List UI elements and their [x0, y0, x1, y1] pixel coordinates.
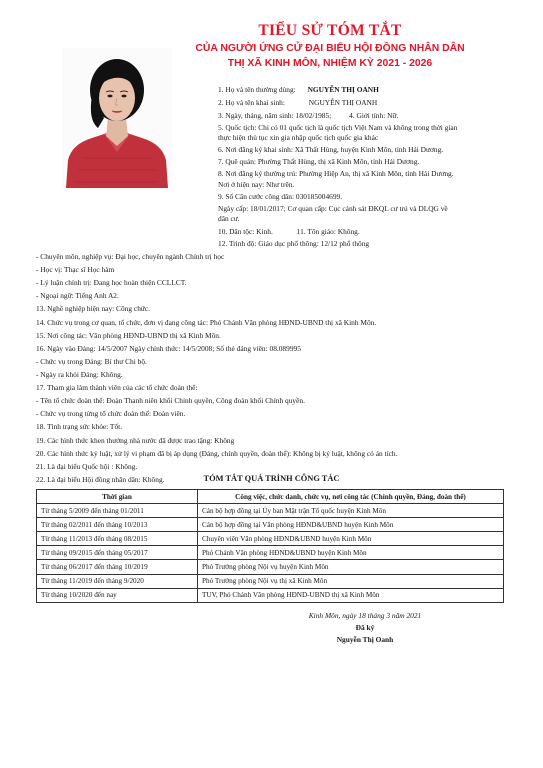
info-line-2	[218, 98, 377, 107]
table-row	[37, 532, 504, 546]
cell-time-period: Từ tháng 10/2020 đến nay	[37, 588, 198, 602]
cell-position: Phó Chánh Văn phòng HĐND&UBND huyện Kinh Môn	[198, 546, 504, 560]
detail-line: - Ngoại ngữ: Tiếng Anh A2.	[36, 291, 119, 300]
info-education: 12. Trình độ: Giáo dục phổ thông: 12/12 phổ thông	[218, 239, 370, 248]
work-history-table	[36, 489, 504, 603]
detail-line: 13. Nghề nghiệp hiện nay: Công chức.	[36, 304, 151, 313]
column-header-time: Thời gian	[37, 490, 198, 504]
info-label-common-name: 1. Họ và tên thường dùng:	[218, 85, 296, 94]
signature-date: Kinh Môn, ngày 18 tháng 3 năm 2021	[308, 611, 422, 620]
document-title: TIỂU SỬ TÓM TẮT	[258, 22, 402, 39]
work-history-title: TÓM TẮT QUÁ TRÌNH CÔNG TÁC	[203, 474, 340, 483]
info-religion: 11. Tôn giáo: Không.	[296, 227, 360, 236]
column-header-role: Công việc, chức danh, chức vụ, nơi công tác (Chính quyền, Đảng, đoàn thể)	[198, 490, 504, 504]
detail-line: 16. Ngày vào Đảng: 14/5/2007 Ngày chính thức: 14/5/2008; Số thẻ đảng viên: 08.089995	[36, 344, 301, 353]
photo-eye-left	[107, 95, 112, 98]
info-nationality: 5. Quốc tịch: Chỉ có 01 quốc tịch là quốc tịch Việt Nam và không trong thời gian	[218, 123, 458, 132]
table-row	[37, 588, 504, 602]
cell-time-period: Từ tháng 09/2015 đến tháng 05/2017	[37, 546, 198, 560]
info-birth-registration: 6. Nơi đăng ký khai sinh: Xã Thất Hùng, huyện Kinh Môn, tỉnh Hải Dương.	[218, 145, 444, 154]
info-residence: 8. Nơi đăng ký thường trú: Phường Hiệp An, thị xã Kinh Môn, tỉnh Hải Dương.	[218, 169, 454, 178]
work-history-body	[37, 504, 504, 603]
detail-line: - Chức vụ trong Đảng: Bí thư Chi bộ.	[36, 357, 147, 366]
detail-line: - Chuyên môn, nghiệp vụ: Đại học, chuyên ngành Chính trị học	[36, 252, 225, 261]
table-row	[37, 546, 504, 560]
signature-name: Nguyễn Thị Oanh	[336, 635, 394, 644]
info-id-issued: Ngày cấp: 18/01/2017; Cơ quan cấp: Cục cảnh sát ĐKQL cư trú và DLQG về	[218, 204, 448, 213]
info-ethnicity: 10. Dân tộc: Kinh.	[218, 227, 273, 236]
cell-position: Phó Trưởng phòng Nội vụ thị xã Kinh Môn	[198, 574, 504, 588]
info-id-number: 9. Số Căn cước công dân: 030185004699.	[218, 192, 343, 201]
table-row	[37, 560, 504, 574]
cell-position: TUV, Phó Chánh Văn phòng HĐND-UBND thị xã Kinh Môn	[198, 588, 504, 602]
detail-line: 22. Là đại biểu Hội đồng nhân dân: Không.	[36, 475, 165, 484]
info-id-issued-cont: dân cư.	[218, 214, 240, 223]
detail-line: 19. Các hình thức khen thưởng nhà nước đã được trao tặng: Không	[36, 436, 235, 445]
detail-line: 18. Tình trạng sức khỏe: Tốt.	[36, 422, 123, 431]
cell-time-period: Từ tháng 06/2017 đến tháng 10/2019	[37, 560, 198, 574]
cell-time-period: Từ tháng 11/2019 đến tháng 9/2020	[37, 574, 198, 588]
signature-status: Đã ký	[355, 623, 375, 632]
info-line-1	[218, 85, 379, 94]
info-line-10	[218, 227, 360, 236]
info-gender: 4. Giới tính: Nữ.	[349, 111, 399, 120]
table-row	[37, 574, 504, 588]
info-line-3	[218, 111, 398, 120]
info-value-birth-name: NGUYỄN THỊ OANH	[308, 98, 378, 107]
photo-eye-right	[121, 95, 126, 98]
cell-position: Cán bộ hợp đồng tại Ủy ban Mặt trận Tổ quốc huyện Kinh Môn	[198, 504, 504, 518]
info-label-birth-name: 2. Họ và tên khai sinh:	[218, 98, 285, 107]
info-current-address: Nơi ở hiện nay: Như trên.	[218, 180, 295, 189]
info-value-common-name: NGUYỄN THỊ OANH	[307, 85, 379, 94]
portrait-illustration	[62, 48, 172, 188]
detail-line: 20. Các hình thức kỷ luật, xử lý vi phạm đã bị áp dụng (Đảng, chính quyền, đoàn thể): Không bị kỷ luật, không có án tích.	[36, 449, 398, 458]
document-subtitle-line1: CỦA NGƯỜI ỨNG CỬ ĐẠI BIỂU HỘI ĐỒNG NHÂN DÂN	[195, 43, 465, 54]
detail-line: 14. Chức vụ trong cơ quan, tổ chức, đơn vị đang công tác: Phó Chánh Văn phòng HĐND-UBND thị xã Kinh Môn.	[36, 318, 377, 327]
cell-time-period: Từ tháng 11/2013 đến tháng 08/2015	[37, 532, 198, 546]
detail-line: - Lý luận chính trị: Đang học hoàn thiện CCLLCT.	[36, 278, 187, 287]
detail-line: - Tên tổ chức đoàn thể: Đoàn Thanh niên khối Chính quyền, Công đoàn khối Chính quyền.	[36, 396, 305, 405]
detail-line: - Ngày ra khỏi Đảng: Không.	[36, 370, 123, 379]
cell-position: Cán bộ hợp đồng tại Văn phòng HĐND&UBND huyện Kinh Môn	[198, 518, 504, 532]
table-header-row	[37, 490, 504, 504]
detail-line: 15. Nơi công tác: Văn phòng HĐND-UBND thị xã Kinh Môn.	[36, 331, 221, 340]
info-nationality-cont: thực hiện thủ tục xin gia nhập quốc tịch quốc gia khác	[218, 133, 379, 142]
detail-line: - Chức vụ trong từng tổ chức đoàn thể: Đoàn viên.	[36, 409, 186, 418]
cell-time-period: Từ tháng 02/2011 đến tháng 10/2013	[37, 518, 198, 532]
cell-position: Phó Trưởng phòng Nội vụ huyện Kinh Môn	[198, 560, 504, 574]
table-row	[37, 504, 504, 518]
cell-time-period: Từ tháng 5/2009 đến tháng 01/2011	[37, 504, 198, 518]
cell-position: Chuyên viên Văn phòng HĐND&UBND huyện Kinh Môn	[198, 532, 504, 546]
info-birth-date: 3. Ngày, tháng, năm sinh: 18/02/1985;	[218, 111, 332, 120]
detail-line: 21. Là đại biểu Quốc hội : Không.	[36, 462, 138, 471]
info-hometown: 7. Quê quán: Phường Thất Hùng, thị xã Kinh Môn, tỉnh Hải Dương.	[218, 157, 420, 166]
table-row	[37, 518, 504, 532]
detail-line: 17. Tham gia làm thành viên của các tổ chức đoàn thể:	[36, 383, 198, 392]
detail-line: - Học vị: Thạc sĩ Học hàm	[36, 265, 115, 274]
portrait-photo	[62, 48, 172, 188]
document-subtitle-line2: THỊ XÃ KINH MÔN, NHIỆM KỲ 2021 - 2026	[227, 58, 433, 69]
